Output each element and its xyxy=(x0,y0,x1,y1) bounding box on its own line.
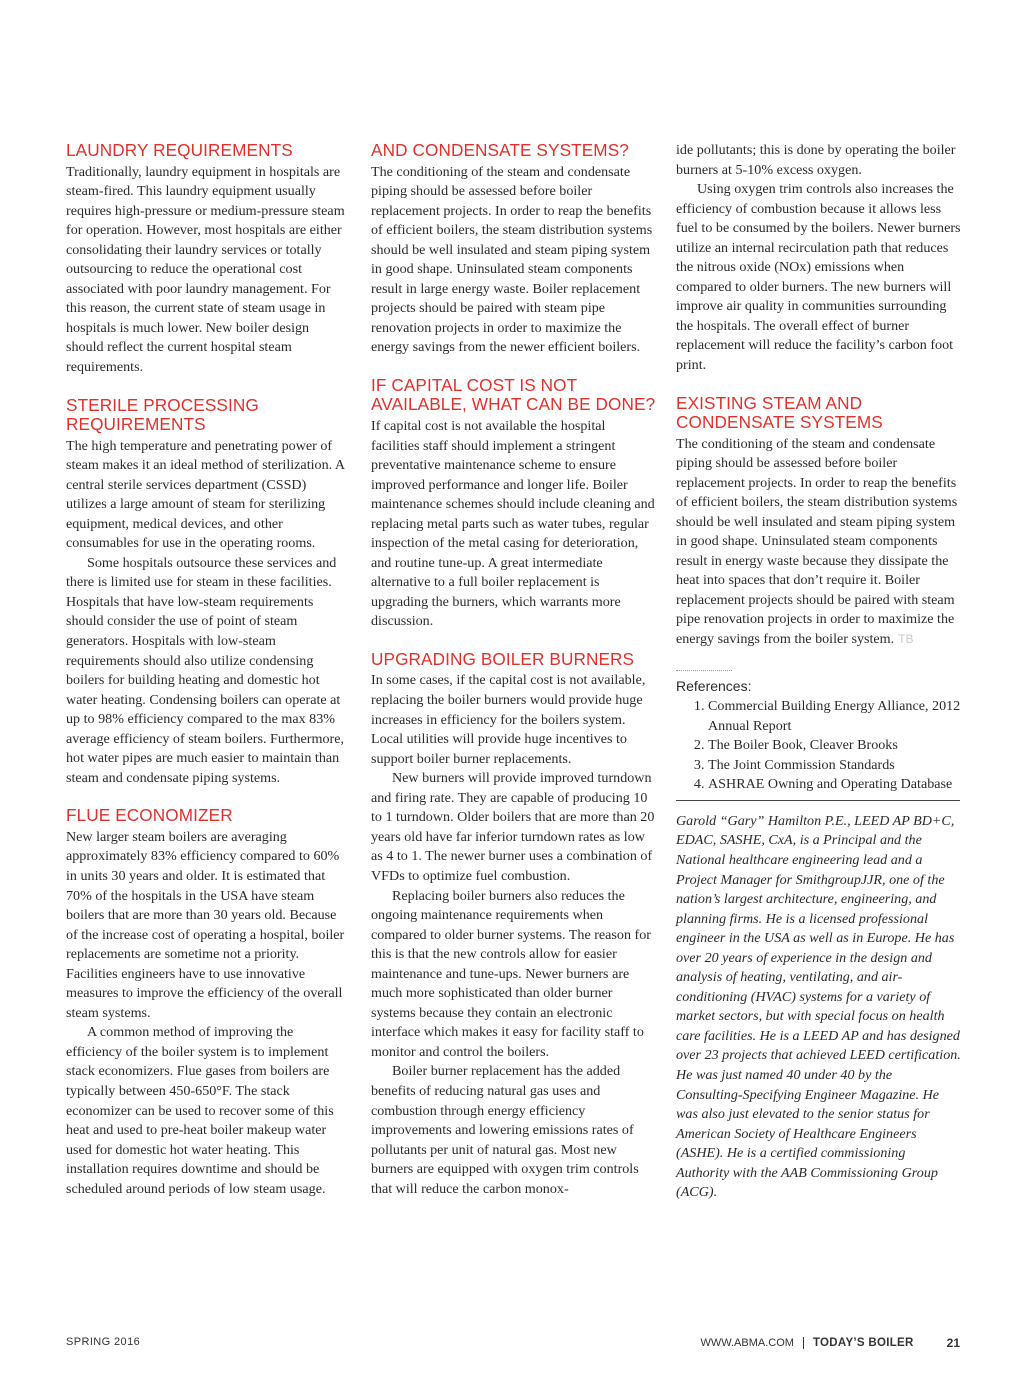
references-title: References: xyxy=(676,677,752,694)
heading-sterile-processing: STERILE PROCESSING REQUIREMENTS xyxy=(66,394,259,435)
paragraph: New burners will provide improved turndown and firing rate. They are capable of producing 10 to 1 turndown. Older boilers that are more than 20 years old have far inferior turndown rates as low as 4 to 1. The newer burner uses a combination of VFDs to optimize fuel combustion. xyxy=(371,770,655,884)
footer-website: WWW.ABMA.COM xyxy=(700,1337,794,1349)
paragraph: ide pollutants; this is done by operating the boiler burners at 5-10% excess oxygen. xyxy=(676,142,956,178)
page-number: 21 xyxy=(946,1336,960,1350)
paragraph: Traditionally, laundry equipment in hospitals are steam-fired. This laundry equipment usually requires high-pressure or medium-pressure steam for operation. However, most hospitals are either consolidating their laundry services or totally outsourcing to reduce the operational cost associated with poor laundry management. For this reason, the current state of steam usage in hospitals is much lower. New boiler design should reflect the current hospital steam requirements. xyxy=(66,163,345,375)
author-bio: Garold “Gary” Hamilton P.E., LEED AP BD+C, EDAC, SASHE, CxA, is a Principal and the National healthcare engineering lead and a Project Manager for SmithgroupJJR, one of the nation’s largest architecture, engineering, and planning firms. He is a licensed professional engineer in the USA as well as in Europe. He has over 20 years of experience in the design and analysis of heating, ventilating, and air-conditioning (HVAC) systems for a variety of market sectors, but with special focus on health care facilities. He is a LEED AP and has designed over 23 projects that achieved LEED certification. He was just named 40 under 40 by the Consulting-Specifying Engineer Magazine. He was also just elevated to the senior status for American Society of Healthcare Engineers (ASHE). He is a certified commissioning Authority with the AAB Commissioning Group (ACG). xyxy=(676,812,961,1201)
footer-magazine-name: TODAY’S BOILER xyxy=(812,1337,914,1349)
heading-condensate-systems: AND CONDENSATE SYSTEMS? xyxy=(371,140,629,160)
heading-capital-cost: IF CAPITAL COST IS NOT AVAILABLE, WHAT CAN BE DONE? xyxy=(371,374,656,415)
paragraph: The conditioning of the steam and condensate piping should be assessed before boiler replacement projects. In order to reap the benefits of efficient boilers, the steam distribution systems should be well insulated and steam piping system in good shape. Uninsulated steam components result in large energy waste. Boiler replacement projects should be paired with steam pipe renovation projects in order to maximize the energy savings from the newer efficient boilers. xyxy=(371,163,653,356)
reference-item: 1. Commercial Building Energy Alliance, 2012 Annual Report xyxy=(708,697,961,736)
references-list xyxy=(676,697,961,795)
bio-divider xyxy=(676,800,960,801)
paragraph: In some cases, if the capital cost is not available, replacing the boiler burners would provide huge increases in efficiency for the boilers system. Local utilities will provide huge incentives to support boiler burner replacements. xyxy=(371,672,646,767)
footer-right xyxy=(700,1336,960,1350)
reference-item: 4. ASHRAE Owning and Operating Database xyxy=(708,775,961,795)
paragraph: Boiler burner replacement has the added benefits of reducing natural gas uses and combustion through energy efficiency improvements and lowering emissions rates of pollutants per unit of natural gas. Most new burners are equipped with oxygen trim controls that will reduce the carbon monox- xyxy=(371,1063,639,1197)
paragraph: Some hospitals outsource these services and there is limited use for steam in these facilities. Hospitals that have low-steam requirements should consider the use of point of steam generators. Hospitals with low-steam requirements should also utilize condensing boilers for building heating and domestic hot water heating. Condensing boilers can operate at up to 98% efficiency compared to the max 83% average efficiency of steam boilers. Furthermore, hot water pipes are much easier to maintain than steam and condensate piping systems. xyxy=(66,554,344,786)
paragraph: Using oxygen trim controls also increases the efficiency of combustion because it allows less fuel to be consumed by the boilers. Newer burners utilize an internal recirculation path that reduces the nitrous oxide (NOx) emissions when compared to older burners. The new burners will improve air quality in communities surrounding the hospitals. The overall effect of burner replacement will reduce the facility’s carbon foot print. xyxy=(676,181,961,374)
footer-issue: SPRING 2016 xyxy=(66,1336,141,1348)
paragraph: A common method of improving the efficiency of the boiler system is to implement stack economizers. Flue gases from boilers are typically between 450-650°F. The stack economizer can be used to recover some of this heat and used to pre-heat boiler makeup water used for domestic hot water heating. This installation requires downtime and should be scheduled around periods of low steam usage. xyxy=(66,1024,334,1197)
paragraph: The high temperature and penetrating power of steam makes it an ideal method of sterilization. A central sterile services department (CSSD) utilizes a large amount of steam for sterilizing equipment, medical devices, and other consumables for use in the operating rooms. xyxy=(66,437,345,552)
reference-item: 3. The Joint Commission Standards xyxy=(708,756,961,776)
references-divider xyxy=(676,670,732,671)
column-1 xyxy=(66,141,350,1199)
footer-separator xyxy=(803,1337,804,1349)
paragraph: If capital cost is not available the hospital facilities staff should implement a stringent preventative maintenance scheme to ensure improved performance and longer life. Boiler maintenance schemes should include cleaning and replacing metal parts such as water tubes, regular inspection of the metal casing for deterioration, and routine tune-up. A great intermediate alternative to a full boiler replacement is upgrading the burners, which warrants more discussion. xyxy=(371,417,655,630)
heading-laundry-requirements: LAUNDRY REQUIREMENTS xyxy=(66,140,293,160)
heading-existing-steam: EXISTING STEAM AND CONDENSATE SYSTEMS xyxy=(676,392,883,433)
paragraph: Replacing boiler burners also reduces the ongoing maintenance requirements when compared to older burner systems. The reason for this is that the new controls allow for easier maintenance and tune-ups. Newer burners are much more sophisticated than older burner systems because they contain an electronic interface which makes it easy for facility staff to monitor and control the boilers. xyxy=(371,887,651,1060)
column-3 xyxy=(676,141,961,1203)
paragraph xyxy=(676,435,961,650)
reference-item: 2. The Boiler Book, Cleaver Brooks xyxy=(708,736,961,756)
paragraph-text: The conditioning of the steam and condensate piping should be assessed before boiler replacement projects. In order to reap the benefits of efficient boilers, the steam distribution systems should be well insulated and steam piping system in good shape. Uninsulated steam components result in energy waste because they dissipate the heat into spaces that don’t require it. Boiler replacement projects should be paired with steam pipe renovation projects in order to maximize the energy savings from the boiler system. xyxy=(676,435,958,648)
column-2 xyxy=(371,141,656,1199)
paragraph: New larger steam boilers are averaging approximately 83% efficiency compared to 60% in units 30 years and older. It is estimated that 70% of the hospitals in the USA have steam boilers that are more than 30 years old. Because of the increase cost of operating a hospital, boiler replacements are sometime not a priority. Facilities engineers have to use innovative measures to improve the efficiency of the overall steam systems. xyxy=(66,828,345,1021)
heading-flue-economizer: FLUE ECONOMIZER xyxy=(66,805,233,826)
end-mark: TB xyxy=(898,632,914,647)
heading-upgrading-burners: UPGRADING BOILER BURNERS xyxy=(371,648,635,669)
